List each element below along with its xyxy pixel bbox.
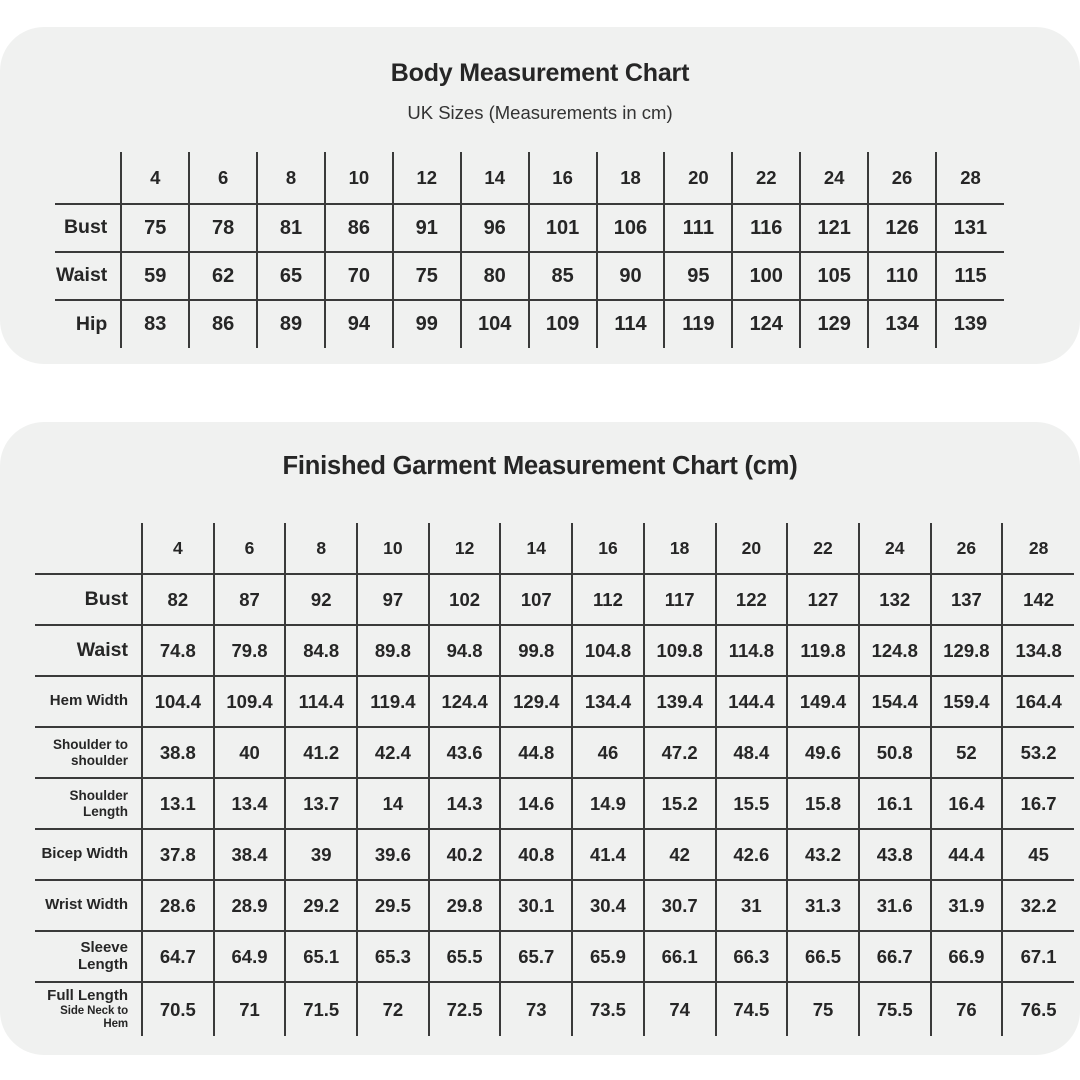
measurement-cell: 49.6: [787, 727, 859, 778]
measurement-cell: 28.6: [142, 880, 214, 931]
body-measurement-table-wrap: [0, 152, 1080, 348]
measurement-cell: 139: [936, 300, 1004, 348]
size-header-20: 20: [716, 523, 788, 574]
measurement-cell: 43.8: [859, 829, 931, 880]
measurement-cell: 114.8: [716, 625, 788, 676]
measurement-cell: 13.7: [285, 778, 357, 829]
measurement-cell: 65.9: [572, 931, 644, 982]
row-label-text: Waist: [56, 264, 108, 287]
measurement-cell: 31: [716, 880, 788, 931]
measurement-cell: 14.3: [429, 778, 501, 829]
measurement-cell: 14.6: [500, 778, 572, 829]
measurement-cell: 149.4: [787, 676, 859, 727]
measurement-cell: 154.4: [859, 676, 931, 727]
measurement-cell: 83: [121, 300, 189, 348]
measurement-cell: 124: [732, 300, 800, 348]
body-chart-title: Body Measurement Chart: [390, 59, 690, 87]
garment-chart-title: Finished Garment Measurement Chart (cm): [282, 452, 798, 480]
measurement-cell: 47.2: [644, 727, 716, 778]
size-header-22: 22: [732, 152, 800, 204]
row-label: [35, 727, 142, 778]
measurement-cell: 109.8: [644, 625, 716, 676]
measurement-cell: 99: [393, 300, 461, 348]
measurement-cell: 29.2: [285, 880, 357, 931]
measurement-cell: 111: [664, 204, 732, 252]
body-chart-subtitle: UK Sizes (Measurements in cm): [407, 102, 673, 123]
measurement-cell: 134.8: [1002, 625, 1074, 676]
measurement-cell: 64.7: [142, 931, 214, 982]
row-label: [55, 252, 121, 300]
table-row: [35, 982, 1074, 1036]
measurement-cell: 44.8: [500, 727, 572, 778]
size-header-26: 26: [931, 523, 1003, 574]
measurement-cell: 30.1: [500, 880, 572, 931]
measurement-cell: 50.8: [859, 727, 931, 778]
garment-table-header-row: [35, 523, 1074, 574]
measurement-cell: 38.4: [214, 829, 286, 880]
measurement-cell: 39.6: [357, 829, 429, 880]
row-label: [55, 204, 121, 252]
row-label-text: Bust: [63, 216, 108, 239]
row-label-text: Full Length: [47, 987, 128, 1005]
measurement-cell: 66.3: [716, 931, 788, 982]
measurement-cell: 75: [787, 982, 859, 1036]
measurement-cell: 67.1: [1002, 931, 1074, 982]
measurement-cell: 48.4: [716, 727, 788, 778]
measurement-cell: 109.4: [214, 676, 286, 727]
measurement-cell: 119.8: [787, 625, 859, 676]
measurement-cell: 42.4: [357, 727, 429, 778]
table-row: [35, 829, 1074, 880]
size-header-10: 10: [357, 523, 429, 574]
measurement-cell: 72.5: [429, 982, 501, 1036]
garment-header-corner: [35, 523, 142, 574]
size-header-22: 22: [787, 523, 859, 574]
size-header-8: 8: [285, 523, 357, 574]
measurement-cell: 137: [931, 574, 1003, 625]
row-label: [35, 676, 142, 727]
measurement-cell: 142: [1002, 574, 1074, 625]
table-row: [35, 727, 1074, 778]
measurement-cell: 66.1: [644, 931, 716, 982]
measurement-cell: 71.5: [285, 982, 357, 1036]
row-label-text: Shoulder to shoulder: [53, 737, 128, 768]
measurement-cell: 121: [800, 204, 868, 252]
measurement-cell: 70: [325, 252, 393, 300]
measurement-cell: 104.4: [142, 676, 214, 727]
measurement-cell: 29.5: [357, 880, 429, 931]
measurement-cell: 64.9: [214, 931, 286, 982]
measurement-cell: 101: [529, 204, 597, 252]
measurement-cell: 65: [257, 252, 325, 300]
row-label-text: Wrist Width: [45, 896, 128, 914]
measurement-cell: 99.8: [500, 625, 572, 676]
row-label: [35, 625, 142, 676]
measurement-cell: 94: [325, 300, 393, 348]
measurement-cell: 104: [461, 300, 529, 348]
measurement-cell: 110: [868, 252, 936, 300]
measurement-cell: 78: [189, 204, 257, 252]
measurement-cell: 96: [461, 204, 529, 252]
size-header-24: 24: [859, 523, 931, 574]
measurement-cell: 89: [257, 300, 325, 348]
size-header-6: 6: [214, 523, 286, 574]
measurement-cell: 124.8: [859, 625, 931, 676]
measurement-cell: 131: [936, 204, 1004, 252]
size-header-24: 24: [800, 152, 868, 204]
measurement-cell: 119: [664, 300, 732, 348]
size-header-28: 28: [1002, 523, 1074, 574]
table-row: [55, 300, 1004, 348]
measurement-cell: 65.1: [285, 931, 357, 982]
measurement-cell: 53.2: [1002, 727, 1074, 778]
row-sublabel-text: Side Neck to Hem: [60, 1005, 128, 1030]
measurement-cell: 97: [357, 574, 429, 625]
measurement-cell: 62: [189, 252, 257, 300]
measurement-cell: 79.8: [214, 625, 286, 676]
size-header-12: 12: [393, 152, 461, 204]
table-row: [35, 676, 1074, 727]
measurement-cell: 114: [597, 300, 665, 348]
row-label: [55, 300, 121, 348]
row-label-text: Bust: [84, 587, 128, 610]
row-label-text: Sleeve Length: [78, 938, 128, 973]
measurement-cell: 65.3: [357, 931, 429, 982]
measurement-cell: 126: [868, 204, 936, 252]
measurement-cell: 38.8: [142, 727, 214, 778]
measurement-cell: 122: [716, 574, 788, 625]
measurement-cell: 71: [214, 982, 286, 1036]
measurement-cell: 59: [121, 252, 189, 300]
row-label: [35, 574, 142, 625]
measurement-cell: 139.4: [644, 676, 716, 727]
measurement-cell: 87: [214, 574, 286, 625]
measurement-cell: 86: [189, 300, 257, 348]
measurement-cell: 32.2: [1002, 880, 1074, 931]
size-header-14: 14: [500, 523, 572, 574]
measurement-cell: 16.7: [1002, 778, 1074, 829]
measurement-cell: 42: [644, 829, 716, 880]
measurement-cell: 129.4: [500, 676, 572, 727]
row-label: [35, 931, 142, 982]
row-label-text: Hip: [75, 312, 108, 335]
size-header-18: 18: [644, 523, 716, 574]
measurement-cell: 15.2: [644, 778, 716, 829]
measurement-cell: 109: [529, 300, 597, 348]
measurement-cell: 80: [461, 252, 529, 300]
measurement-cell: 92: [285, 574, 357, 625]
measurement-cell: 14.9: [572, 778, 644, 829]
row-label: [35, 982, 142, 1036]
measurement-cell: 74.8: [142, 625, 214, 676]
measurement-cell: 94.8: [429, 625, 501, 676]
row-label: [35, 829, 142, 880]
measurement-cell: 81: [257, 204, 325, 252]
measurement-cell: 104.8: [572, 625, 644, 676]
measurement-cell: 95: [664, 252, 732, 300]
measurement-cell: 102: [429, 574, 501, 625]
size-header-16: 16: [572, 523, 644, 574]
size-header-4: 4: [142, 523, 214, 574]
row-label: [35, 880, 142, 931]
measurement-cell: 75.5: [859, 982, 931, 1036]
measurement-cell: 129: [800, 300, 868, 348]
measurement-cell: 134: [868, 300, 936, 348]
measurement-cell: 116: [732, 204, 800, 252]
measurement-cell: 127: [787, 574, 859, 625]
measurement-cell: 30.4: [572, 880, 644, 931]
table-row: [55, 204, 1004, 252]
size-header-8: 8: [257, 152, 325, 204]
measurement-cell: 40.8: [500, 829, 572, 880]
row-label-text: Waist: [76, 638, 128, 661]
measurement-cell: 41.2: [285, 727, 357, 778]
measurement-cell: 100: [732, 252, 800, 300]
measurement-cell: 132: [859, 574, 931, 625]
measurement-cell: 86: [325, 204, 393, 252]
measurement-cell: 13.4: [214, 778, 286, 829]
measurement-cell: 42.6: [716, 829, 788, 880]
size-header-6: 6: [189, 152, 257, 204]
measurement-cell: 30.7: [644, 880, 716, 931]
measurement-cell: 40: [214, 727, 286, 778]
measurement-cell: 75: [121, 204, 189, 252]
measurement-cell: 76: [931, 982, 1003, 1036]
garment-measurement-table-wrap: [0, 523, 1080, 1036]
body-table-header-row: [55, 152, 1004, 204]
measurement-cell: 129.8: [931, 625, 1003, 676]
measurement-cell: 105: [800, 252, 868, 300]
measurement-cell: 107: [500, 574, 572, 625]
table-row: [35, 880, 1074, 931]
measurement-cell: 134.4: [572, 676, 644, 727]
measurement-cell: 66.9: [931, 931, 1003, 982]
table-row: [35, 625, 1074, 676]
measurement-cell: 29.8: [429, 880, 501, 931]
measurement-cell: 13.1: [142, 778, 214, 829]
size-header-18: 18: [597, 152, 665, 204]
size-header-14: 14: [461, 152, 529, 204]
row-label-text: Hem Width: [49, 692, 128, 710]
size-header-26: 26: [868, 152, 936, 204]
measurement-cell: 31.6: [859, 880, 931, 931]
measurement-cell: 106: [597, 204, 665, 252]
measurement-cell: 37.8: [142, 829, 214, 880]
measurement-cell: 90: [597, 252, 665, 300]
measurement-cell: 66.5: [787, 931, 859, 982]
measurement-cell: 44.4: [931, 829, 1003, 880]
measurement-cell: 75: [393, 252, 461, 300]
garment-measurement-table: [35, 523, 1074, 1036]
measurement-cell: 124.4: [429, 676, 501, 727]
row-label: [35, 778, 142, 829]
measurement-cell: 72: [357, 982, 429, 1036]
table-row: [35, 574, 1074, 625]
table-row: [35, 778, 1074, 829]
measurement-cell: 117: [644, 574, 716, 625]
measurement-cell: 114.4: [285, 676, 357, 727]
size-header-16: 16: [529, 152, 597, 204]
measurement-cell: 119.4: [357, 676, 429, 727]
measurement-cell: 52: [931, 727, 1003, 778]
measurement-cell: 74.5: [716, 982, 788, 1036]
measurement-cell: 39: [285, 829, 357, 880]
measurement-cell: 74: [644, 982, 716, 1036]
measurement-cell: 15.5: [716, 778, 788, 829]
size-header-28: 28: [936, 152, 1004, 204]
measurement-cell: 65.5: [429, 931, 501, 982]
measurement-cell: 40.2: [429, 829, 501, 880]
measurement-cell: 73.5: [572, 982, 644, 1036]
measurement-cell: 15.8: [787, 778, 859, 829]
body-measurement-table: [55, 152, 1004, 348]
measurement-cell: 45: [1002, 829, 1074, 880]
measurement-cell: 28.9: [214, 880, 286, 931]
measurement-cell: 84.8: [285, 625, 357, 676]
measurement-cell: 41.4: [572, 829, 644, 880]
measurement-cell: 65.7: [500, 931, 572, 982]
measurement-cell: 115: [936, 252, 1004, 300]
size-header-4: 4: [121, 152, 189, 204]
measurement-cell: 82: [142, 574, 214, 625]
measurement-cell: 43.6: [429, 727, 501, 778]
measurement-cell: 91: [393, 204, 461, 252]
measurement-cell: 159.4: [931, 676, 1003, 727]
size-header-10: 10: [325, 152, 393, 204]
measurement-cell: 31.3: [787, 880, 859, 931]
row-label-text: Bicep Width: [41, 845, 128, 863]
measurement-cell: 73: [500, 982, 572, 1036]
body-header-corner: [55, 152, 121, 204]
measurement-cell: 46: [572, 727, 644, 778]
table-row: [35, 931, 1074, 982]
measurement-cell: 144.4: [716, 676, 788, 727]
table-row: [55, 252, 1004, 300]
measurement-cell: 85: [529, 252, 597, 300]
measurement-cell: 112: [572, 574, 644, 625]
measurement-cell: 70.5: [142, 982, 214, 1036]
row-label-text: Shoulder Length: [69, 788, 128, 819]
measurement-cell: 89.8: [357, 625, 429, 676]
measurement-cell: 76.5: [1002, 982, 1074, 1036]
size-header-12: 12: [429, 523, 501, 574]
measurement-cell: 16.1: [859, 778, 931, 829]
measurement-cell: 164.4: [1002, 676, 1074, 727]
measurement-cell: 16.4: [931, 778, 1003, 829]
measurement-cell: 14: [357, 778, 429, 829]
size-header-20: 20: [664, 152, 732, 204]
measurement-cell: 66.7: [859, 931, 931, 982]
measurement-cell: 31.9: [931, 880, 1003, 931]
measurement-cell: 43.2: [787, 829, 859, 880]
